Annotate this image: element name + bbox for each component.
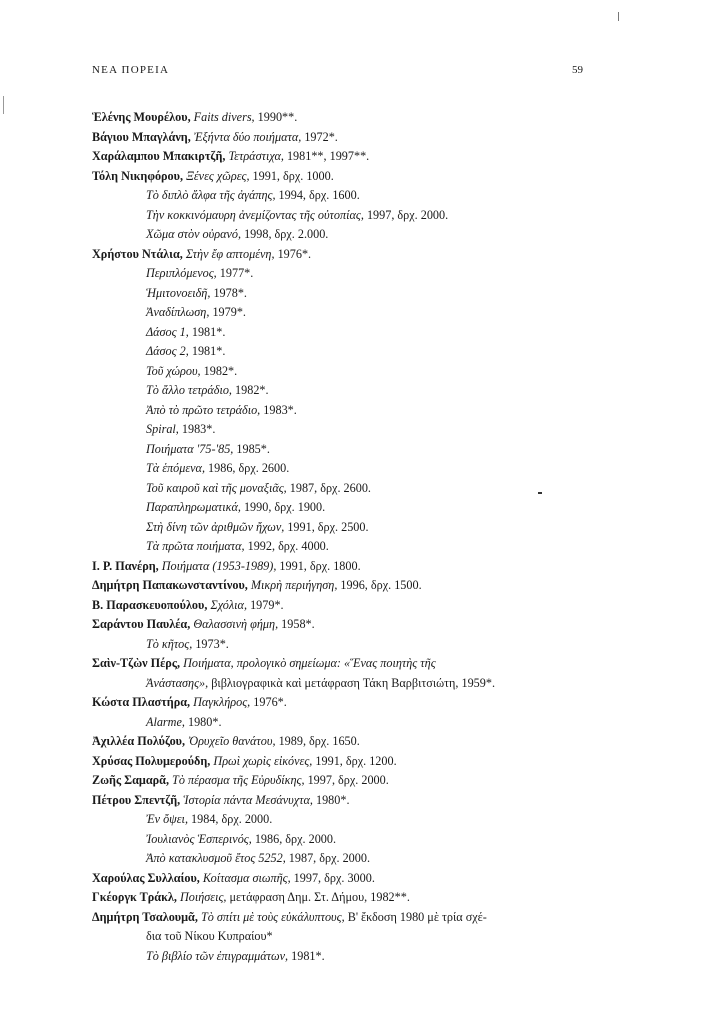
publication-details: 1980*. [315,792,350,807]
bibliography-line [92,186,612,206]
publication-details: 1958*. [281,617,315,631]
bibliography-line [92,810,612,830]
author-name: Χαράλαμπου Μπακιρτζῆ, [92,149,226,163]
book-title: Ἀνάστασης», [146,675,209,690]
bibliography-line [92,654,612,674]
author-name: Τόλη Νικηφόρου, [92,168,184,183]
book-title: Ἀπὸ κατακλυσμοῦ ἔτος 5252, [146,851,286,865]
book-title: Χῶμα στὸν οὐρανό, [146,227,242,241]
publication-details: 1992, δρχ. 4000. [247,539,329,553]
publication-details: 1997, δρχ. 2000. [366,207,449,222]
bibliography-line [92,284,612,304]
scan-mark [618,12,619,21]
publication-details: 1982*. [203,363,238,378]
publication-details: 1981*. [191,324,226,339]
publication-details: 1978*. [213,285,247,300]
book-title: Τὸ ἄλλο τετράδιο, [146,383,232,397]
book-title: Δάσος 1, [146,324,189,339]
publication-details: 1972*. [304,129,338,144]
publication-details: 1990**. [257,110,298,124]
publication-details: 1979*. [212,305,246,319]
bibliography-line [92,362,612,382]
publication-details: 1982*. [235,383,269,397]
publication-details: 1981*. [191,344,226,358]
bibliography-line [92,791,612,811]
author-name: Ἑλένης Μουρέλου, [92,110,191,124]
book-title: Alarme, [146,714,185,729]
bibliography-line [92,401,612,421]
publication-details: 1994, δρχ. 1600. [278,188,360,202]
bibliography-line [92,479,612,499]
book-title: Τὸ βιβλίο τῶν ἐπιγραμμάτων, [146,948,289,963]
author-name: Σαὶν-Τζὼν Πέρς, [92,656,181,670]
bibliography-line [92,557,612,577]
bibliography-line [92,615,612,635]
book-title: Τὴν κοκκινόμαυρη ἀνεμίζοντας τῆς οὐτοπίας, [146,207,364,222]
bibliography-line [92,440,612,460]
bibliography-line [92,206,612,226]
publication-details: 1976*. [277,246,312,261]
stray-ink-mark [538,492,542,494]
book-title: Ποιήματα (1953-1989), [161,558,277,573]
book-title: Ἀπὸ τὸ πρῶτο τετράδιο, [146,402,261,417]
book-title: Πρωὶ χωρὶς εἰκόνες, [213,753,313,768]
author-name: Χρήστου Ντάλια, [92,246,183,261]
author-name: Ἀχιλλέα Πολύζου, [92,734,186,748]
book-title: Τοῦ καιροῦ καὶ τῆς μοναξιᾶς, [146,480,287,495]
author-name: Ζωῆς Σαμαρᾶ, [92,773,169,787]
bibliography-line [92,518,612,538]
bibliography-line [92,693,612,713]
publication-details: 1980*. [187,714,222,729]
book-title: Παγκλήρος, [193,695,251,709]
publication-details: 1977*. [219,266,254,280]
page-number: 59 [572,64,583,76]
author-name: Πέτρου Σπεντζῆ, [92,792,181,807]
book-title: Faits divers, [193,110,255,124]
publication-details: 1991, δρχ. 1200. [315,753,397,768]
publication-details: 1998, δρχ. 2.000. [244,227,329,241]
bibliography-line [92,303,612,323]
book-title: Τὰ πρῶτα ποιήματα, [146,539,245,553]
bibliography-line [92,537,612,557]
publication-details: 1989, δρχ. 1650. [278,734,360,748]
author-name: Χρύσας Πολυμερούδη, [92,753,211,768]
bibliography-line [92,713,612,733]
book-title: Τὰ ἑπόμενα, [146,461,205,475]
publication-details: 1987, δρχ. 2000. [288,851,371,865]
publication-details: 1991, δρχ. 2500. [287,519,369,534]
bibliography-line [92,947,612,967]
bibliography-line [92,147,612,167]
publication-details: βιβλιογραφικὰ καὶ μετάφραση Τάκη Βαρβιτσιώτη, 1959*. [211,675,495,690]
publication-details: 1976*. [253,695,287,709]
publication-details: 1981*. [291,948,325,963]
publication-details: 1991, δρχ. 1000. [252,168,334,183]
author-name: Β. Παρασκευοπούλου, [92,597,208,612]
bibliography-line [92,420,612,440]
author-name: Δημήτρη Τσαλουμᾶ, [92,909,198,924]
publication-details: 1985*. [236,441,270,456]
publication-details: Β' ἔκδοση 1980 μὲ τρία σχέ- [347,909,487,924]
bibliography-list [92,108,612,966]
bibliography-line [92,752,612,772]
author-name: Χαρούλας Συλλαίου, [92,870,200,885]
publication-details: μετάφραση Δημ. Στ. Δήμου, 1982**. [229,890,410,904]
book-title: Σχόλια, [210,597,248,612]
bibliography-line [92,245,612,265]
publication-details: 1997, δρχ. 2000. [307,773,389,787]
bibliography-line [92,849,612,869]
publication-details: δια τοῦ Νίκου Κυπραίου* [146,929,273,943]
bibliography-line [92,264,612,284]
book-title: Τετράστιχα, [228,149,284,163]
book-title: Στὴ δίνη τῶν ἀριθμῶν ἤχων, [146,519,285,534]
book-title: Μικρὴ περιήγηση, [250,578,338,592]
book-title: Κοίτασμα σιωπῆς, [202,870,291,885]
publication-details: 1983*. [181,422,216,436]
author-name: Σαράντου Παυλέα, [92,617,191,631]
bibliography-line [92,830,612,850]
publication-details: 1986, δρχ. 2600. [208,461,290,475]
publication-details: 1991, δρχ. 1800. [279,558,361,573]
book-title: Ποιήματα '75-'85, [146,441,234,456]
book-title: Θαλασσινὴ φήμη, [193,617,279,631]
bibliography-line [92,342,612,362]
book-title: Ἐξήντα δύο ποιήματα, [193,129,302,144]
book-title: Τοῦ χώρου, [146,363,201,378]
bibliography-line [92,108,612,128]
book-title: Στὴν ἔφ απτομένη, [185,246,275,261]
book-title: Τὸ κῆτος, [146,636,193,651]
book-title: Ἡμιτονοειδῆ, [146,285,211,300]
book-title: Ποιήματα, προλογικὸ σημείωμα: «Ἕνας ποιητὴς τῆς [183,656,436,670]
bibliography-line [92,225,612,245]
publication-details: 1997, δρχ. 3000. [293,870,375,885]
bibliography-line [92,674,612,694]
bibliography-line [92,596,612,616]
book-title: Ἀναδίπλωση, [146,305,210,319]
book-title: Τὸ σπίτι μὲ τοὺς εὐκάλυπτους, [200,909,345,924]
bibliography-line [92,927,612,947]
bibliography-line [92,498,612,518]
publication-details: 1984, δρχ. 2000. [191,812,273,826]
author-name: Κώστα Πλαστήρα, [92,695,191,709]
running-header: ΝΕΑ ΠΟΡΕΙΑ [92,64,170,76]
publication-details: 1990, δρχ. 1900. [243,500,326,514]
author-name: Ι. Ρ. Πανέρη, [92,558,159,573]
bibliography-line [92,888,612,908]
book-title: Spiral, [146,422,179,436]
bibliography-line [92,167,612,187]
publication-details: 1996, δρχ. 1500. [340,578,422,592]
book-title: Παραπληρωματικά, [146,500,241,514]
publication-details: 1986, δρχ. 2000. [254,831,337,846]
book-title: Τὸ διπλὸ ἄλφα τῆς ἀγάπης, [146,188,276,202]
publication-details: 1973*. [195,636,229,651]
book-title: Ποιήσεις, [179,890,227,904]
bibliography-line [92,908,612,928]
book-title: Περιπλόμενος, [146,266,217,280]
book-title: Ἐν ὄψει, [146,812,188,826]
author-name: Γκέοργκ Τράκλ, [92,890,177,904]
book-title: Τὸ πέρασμα τῆς Εὐρυδίκης, [172,773,305,787]
bibliography-line [92,771,612,791]
bibliography-line [92,732,612,752]
book-title: Δάσος 2, [146,344,189,358]
publication-details: 1983*. [263,402,297,417]
bibliography-line [92,323,612,343]
bibliography-line [92,635,612,655]
bibliography-line [92,576,612,596]
author-name: Βάγιου Μπαγλάνη, [92,129,191,144]
bibliography-line [92,128,612,148]
bibliography-line [92,459,612,479]
bibliography-line [92,869,612,889]
publication-details: 1979*. [250,597,284,612]
book-title: Ὀρυχεῖο θανάτου, [188,734,276,748]
scan-edge-mark [3,96,4,114]
book-title: Ἱστορία πάντα Μεσάνυχτα, [183,792,313,807]
bibliography-line [92,381,612,401]
book-title: Ξένες χῶρες, [186,168,250,183]
book-title: Ἰουλιανὸς Ἑσπερινός, [146,831,252,846]
publication-details: 1981**, 1997**. [286,149,370,163]
author-name: Δημήτρη Παπακωνσταντίνου, [92,578,248,592]
publication-details: 1987, δρχ. 2600. [289,480,371,495]
